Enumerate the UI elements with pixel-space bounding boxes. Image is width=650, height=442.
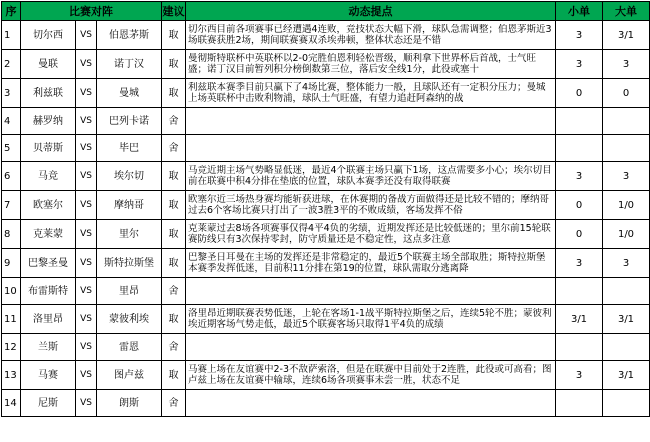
- table-row: [2, 108, 650, 135]
- pick-advice: 取: [162, 79, 186, 108]
- vs-label: VS: [76, 249, 97, 278]
- away-team: 朗斯: [97, 390, 162, 417]
- vs-label: VS: [76, 334, 97, 361]
- analysis-content: 曼彻斯特联杯中英联杯以2-0完胜伯恩利轻松晋级，顺利拿下世界杯后首战，士气旺盛；诺丁汉目前暂列积分榜倒数第三位，落后安全线1分，此役或塞十: [188, 52, 537, 75]
- row-index: 8: [2, 220, 21, 249]
- table-header-row: [2, 2, 650, 21]
- row-index: 7: [2, 191, 21, 220]
- small-bet: [556, 334, 603, 361]
- pick-advice: 取: [162, 191, 186, 220]
- analysis-text: [186, 334, 556, 361]
- analysis-content: 克莱蒙过去8场各项赛事仅得4平4负的劣绩，近期发挥还是比较低迷的；里尔前15轮联赛防线只有3次保持零封，防守质量还是不稳定性，这点多注意: [188, 222, 551, 245]
- row-index: 1: [2, 21, 21, 50]
- pick-advice: 取: [162, 21, 186, 50]
- home-team: 赫罗纳: [21, 108, 76, 135]
- analysis-text: [186, 278, 556, 305]
- analysis-content: 马赛上场在友谊赛中2-3不敌萨索洛，但是在联赛中目前处于2连胜，此役或可高看；图卢兹上场在友谊赛中输球，连续6场各项赛事未尝一胜，状态不足: [188, 363, 552, 386]
- header-match: 比赛对阵: [21, 2, 162, 21]
- small-bet: 3: [556, 162, 603, 191]
- table-body: [2, 21, 650, 417]
- analysis-text: [186, 135, 556, 162]
- row-index: 13: [2, 361, 21, 390]
- small-bet: [556, 390, 603, 417]
- small-bet: 0: [556, 220, 603, 249]
- analysis-text: [186, 162, 556, 191]
- row-index: 11: [2, 305, 21, 334]
- home-team: 兰斯: [21, 334, 76, 361]
- big-bet: 3: [603, 162, 650, 191]
- home-team: 布雷斯特: [21, 278, 76, 305]
- big-bet: [603, 390, 650, 417]
- pick-advice: 舍: [162, 278, 186, 305]
- row-index: 10: [2, 278, 21, 305]
- table-row: [2, 50, 650, 79]
- vs-label: VS: [76, 50, 97, 79]
- table-row: [2, 334, 650, 361]
- vs-label: VS: [76, 21, 97, 50]
- header-pick: 建议: [162, 2, 186, 21]
- small-bet: 3: [556, 361, 603, 390]
- pick-advice: 舍: [162, 108, 186, 135]
- analysis-text: [186, 249, 556, 278]
- home-team: 贝蒂斯: [21, 135, 76, 162]
- big-bet: 3/1: [603, 361, 650, 390]
- row-index: 5: [2, 135, 21, 162]
- small-bet: 3: [556, 249, 603, 278]
- small-bet: [556, 278, 603, 305]
- vs-label: VS: [76, 220, 97, 249]
- big-bet: 3/1: [603, 305, 650, 334]
- analysis-content: 切尔西目前各项赛事已经遭遇4连败，竞技状态大幅下滑，球队急需调整；伯恩茅斯近3场联赛获胜2场，期间联赛赛双杀埃弗顿，整体状态还是不错: [188, 23, 552, 46]
- big-bet: 3: [603, 50, 650, 79]
- home-team: 克莱蒙: [21, 220, 76, 249]
- away-team: 雷恩: [97, 334, 162, 361]
- analysis-content: 马竞近期主场气势略显低迷，最近4个联赛主场只赢下1场，这点需要多小心；埃尔切目前在联赛中积4分排在垫底的位置，球队本赛季还没有取得联赛: [188, 164, 552, 187]
- vs-label: VS: [76, 79, 97, 108]
- analysis-text: [186, 220, 556, 249]
- pick-advice: 舍: [162, 390, 186, 417]
- home-team: 尼斯: [21, 390, 76, 417]
- vs-label: VS: [76, 108, 97, 135]
- home-team: 利兹联: [21, 79, 76, 108]
- table-row: [2, 79, 650, 108]
- analysis-text: [186, 21, 556, 50]
- small-bet: [556, 135, 603, 162]
- home-team: 洛里昂: [21, 305, 76, 334]
- pick-advice: 取: [162, 249, 186, 278]
- small-bet: 0: [556, 79, 603, 108]
- home-team: 切尔西: [21, 21, 76, 50]
- big-bet: 1/0: [603, 191, 650, 220]
- pick-advice: 取: [162, 220, 186, 249]
- vs-label: VS: [76, 278, 97, 305]
- away-team: 诺丁汉: [97, 50, 162, 79]
- table-row: [2, 220, 650, 249]
- header-analysis: 动态提点: [186, 2, 556, 21]
- big-bet: 3/1: [603, 21, 650, 50]
- row-index: 12: [2, 334, 21, 361]
- pick-advice: 取: [162, 50, 186, 79]
- pick-advice: 取: [162, 305, 186, 334]
- away-team: 蒙彼利埃: [97, 305, 162, 334]
- vs-label: VS: [76, 135, 97, 162]
- away-team: 曼城: [97, 79, 162, 108]
- analysis-text: [186, 79, 556, 108]
- row-index: 6: [2, 162, 21, 191]
- row-index: 4: [2, 108, 21, 135]
- small-bet: 3/1: [556, 305, 603, 334]
- small-bet: 3: [556, 50, 603, 79]
- big-bet: 0: [603, 79, 650, 108]
- row-index: 2: [2, 50, 21, 79]
- header-big: 大单: [603, 2, 650, 21]
- header-idx: 序: [2, 2, 21, 21]
- pick-advice: 取: [162, 162, 186, 191]
- small-bet: 0: [556, 191, 603, 220]
- big-bet: [603, 334, 650, 361]
- big-bet: [603, 278, 650, 305]
- analysis-content: 欧塞尔近三场热身赛均能斩获进球，在休赛期的备战方面做得还是比较不错的；摩纳哥过去6个客场比赛只打出了一波3胜3平的不败成绩，客场发挥不俗: [188, 193, 550, 216]
- analysis-text: [186, 390, 556, 417]
- away-team: 摩纳哥: [97, 191, 162, 220]
- home-team: 马竞: [21, 162, 76, 191]
- row-index: 3: [2, 79, 21, 108]
- header-small: 小单: [556, 2, 603, 21]
- table-row: [2, 135, 650, 162]
- analysis-content: 利兹联本赛季目前只赢下了4场比赛，整体能力一般，且球队还有一定积分压力；曼城上场英联杯中击败利物浦，球队士气旺盛，有望力追赶阿森纳的战: [188, 81, 546, 104]
- table-row: [2, 361, 650, 390]
- analysis-text: [186, 361, 556, 390]
- away-team: 图卢兹: [97, 361, 162, 390]
- home-team: 曼联: [21, 50, 76, 79]
- table-row: [2, 278, 650, 305]
- analysis-text: [186, 50, 556, 79]
- pick-advice: 舍: [162, 135, 186, 162]
- big-bet: [603, 135, 650, 162]
- home-team: 巴黎圣曼: [21, 249, 76, 278]
- vs-label: VS: [76, 361, 97, 390]
- away-team: 毕巴: [97, 135, 162, 162]
- home-team: 马赛: [21, 361, 76, 390]
- big-bet: 3: [603, 249, 650, 278]
- vs-label: VS: [76, 191, 97, 220]
- row-index: 14: [2, 390, 21, 417]
- away-team: 巴列卡诺: [97, 108, 162, 135]
- table-row: [2, 21, 650, 50]
- analysis-text: [186, 108, 556, 135]
- vs-label: VS: [76, 390, 97, 417]
- away-team: 埃尔切: [97, 162, 162, 191]
- table-row: [2, 249, 650, 278]
- analysis-text: [186, 305, 556, 334]
- row-index: 9: [2, 249, 21, 278]
- match-table: [1, 1, 650, 417]
- analysis-content: 巴黎圣日耳曼在主场的发挥还是非常稳定的，最近5个联赛主场全部取胜；斯特拉斯堡本赛季发挥低迷，目前积11分排在第19的位置，球队需取分逃离降: [188, 251, 546, 274]
- table-row: [2, 162, 650, 191]
- home-team: 欧塞尔: [21, 191, 76, 220]
- away-team: 里昂: [97, 278, 162, 305]
- small-bet: 3: [556, 21, 603, 50]
- table-row: [2, 390, 650, 417]
- analysis-text: [186, 191, 556, 220]
- small-bet: [556, 108, 603, 135]
- table-row: [2, 305, 650, 334]
- big-bet: [603, 108, 650, 135]
- table-row: [2, 191, 650, 220]
- vs-label: VS: [76, 305, 97, 334]
- big-bet: 1/0: [603, 220, 650, 249]
- pick-advice: 舍: [162, 334, 186, 361]
- vs-label: VS: [76, 162, 97, 191]
- away-team: 里尔: [97, 220, 162, 249]
- away-team: 斯特拉斯堡: [97, 249, 162, 278]
- analysis-content: 洛里昂近期联赛表势低迷，上轮在客场1-1战平斯特拉斯堡之后，连续5轮不胜；蒙彼利埃近期客场气势走低，最近5个联赛客场只取得1平4负的成绩: [188, 307, 552, 330]
- pick-advice: 取: [162, 361, 186, 390]
- away-team: 伯恩茅斯: [97, 21, 162, 50]
